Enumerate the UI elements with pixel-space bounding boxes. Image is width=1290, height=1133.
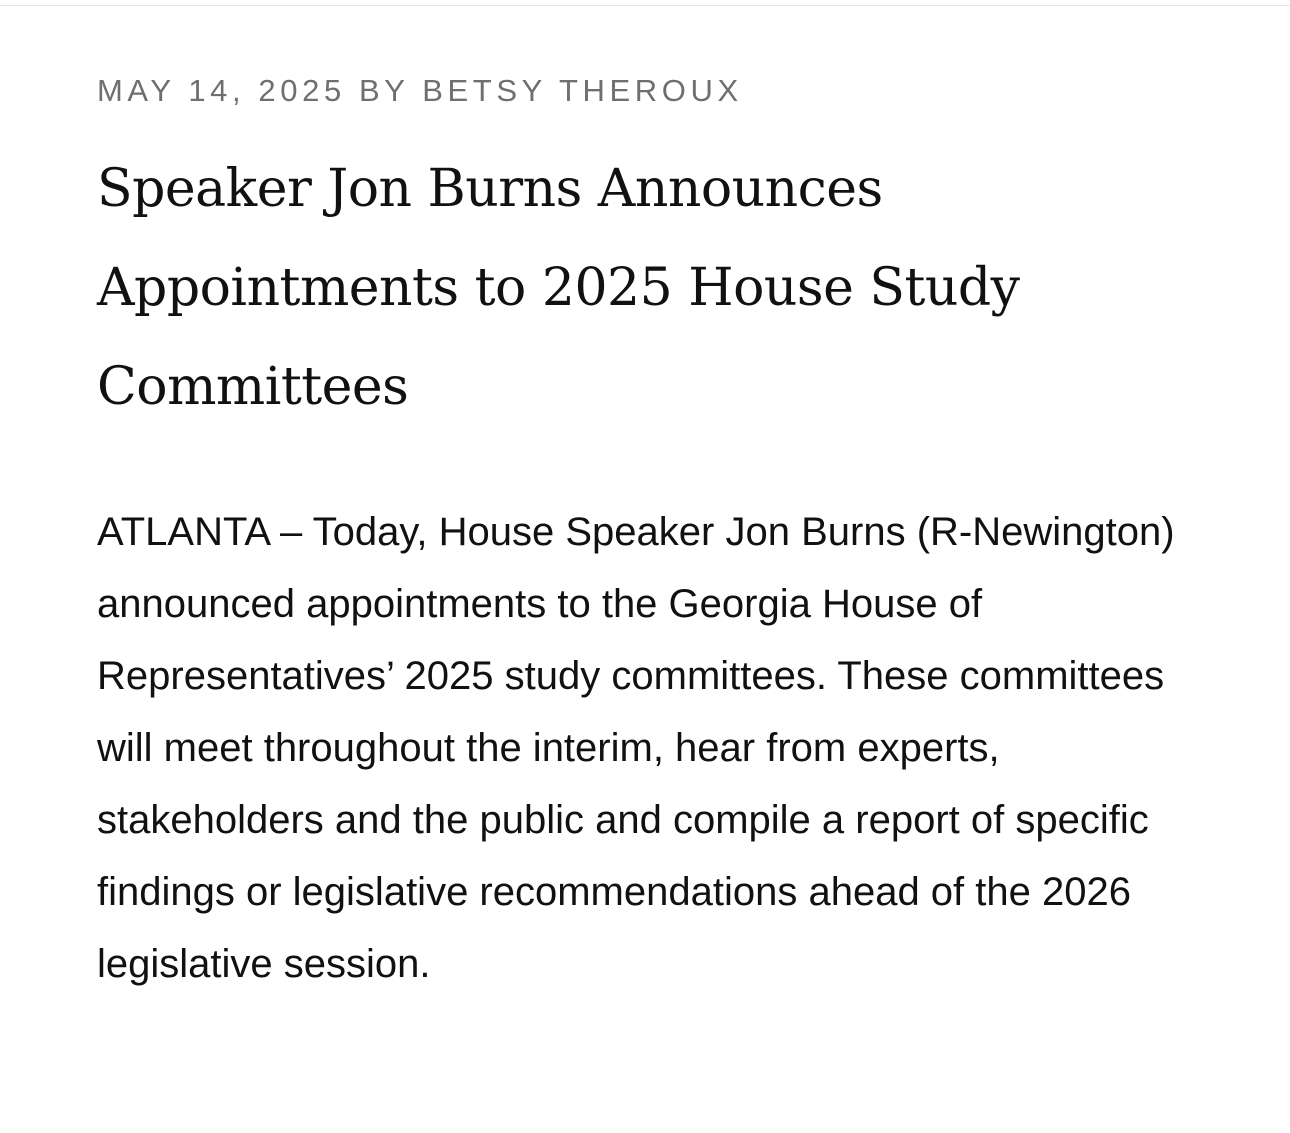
byline-prefix: BY: [359, 73, 410, 108]
article-title: Speaker Jon Burns Announces Appointments to 2025 House Study Committees: [97, 159, 1020, 417]
post-author-link[interactable]: BETSY THEROUX: [422, 73, 743, 108]
post-meta: [97, 72, 743, 110]
article-body-paragraph: ATLANTA – Today, House Speaker Jon Burns (R-Newington) announced appointments to the Georgia House of Representatives’ 2025 study committees. These committees will meet throughout the interim, hear from experts, stakeholders and the public and compile a report of specific findings or legislative recommendations ahead of the 2026 legislative session.: [97, 510, 1175, 986]
top-divider: [0, 5, 1290, 6]
post-date: MAY 14, 2025: [97, 73, 346, 108]
